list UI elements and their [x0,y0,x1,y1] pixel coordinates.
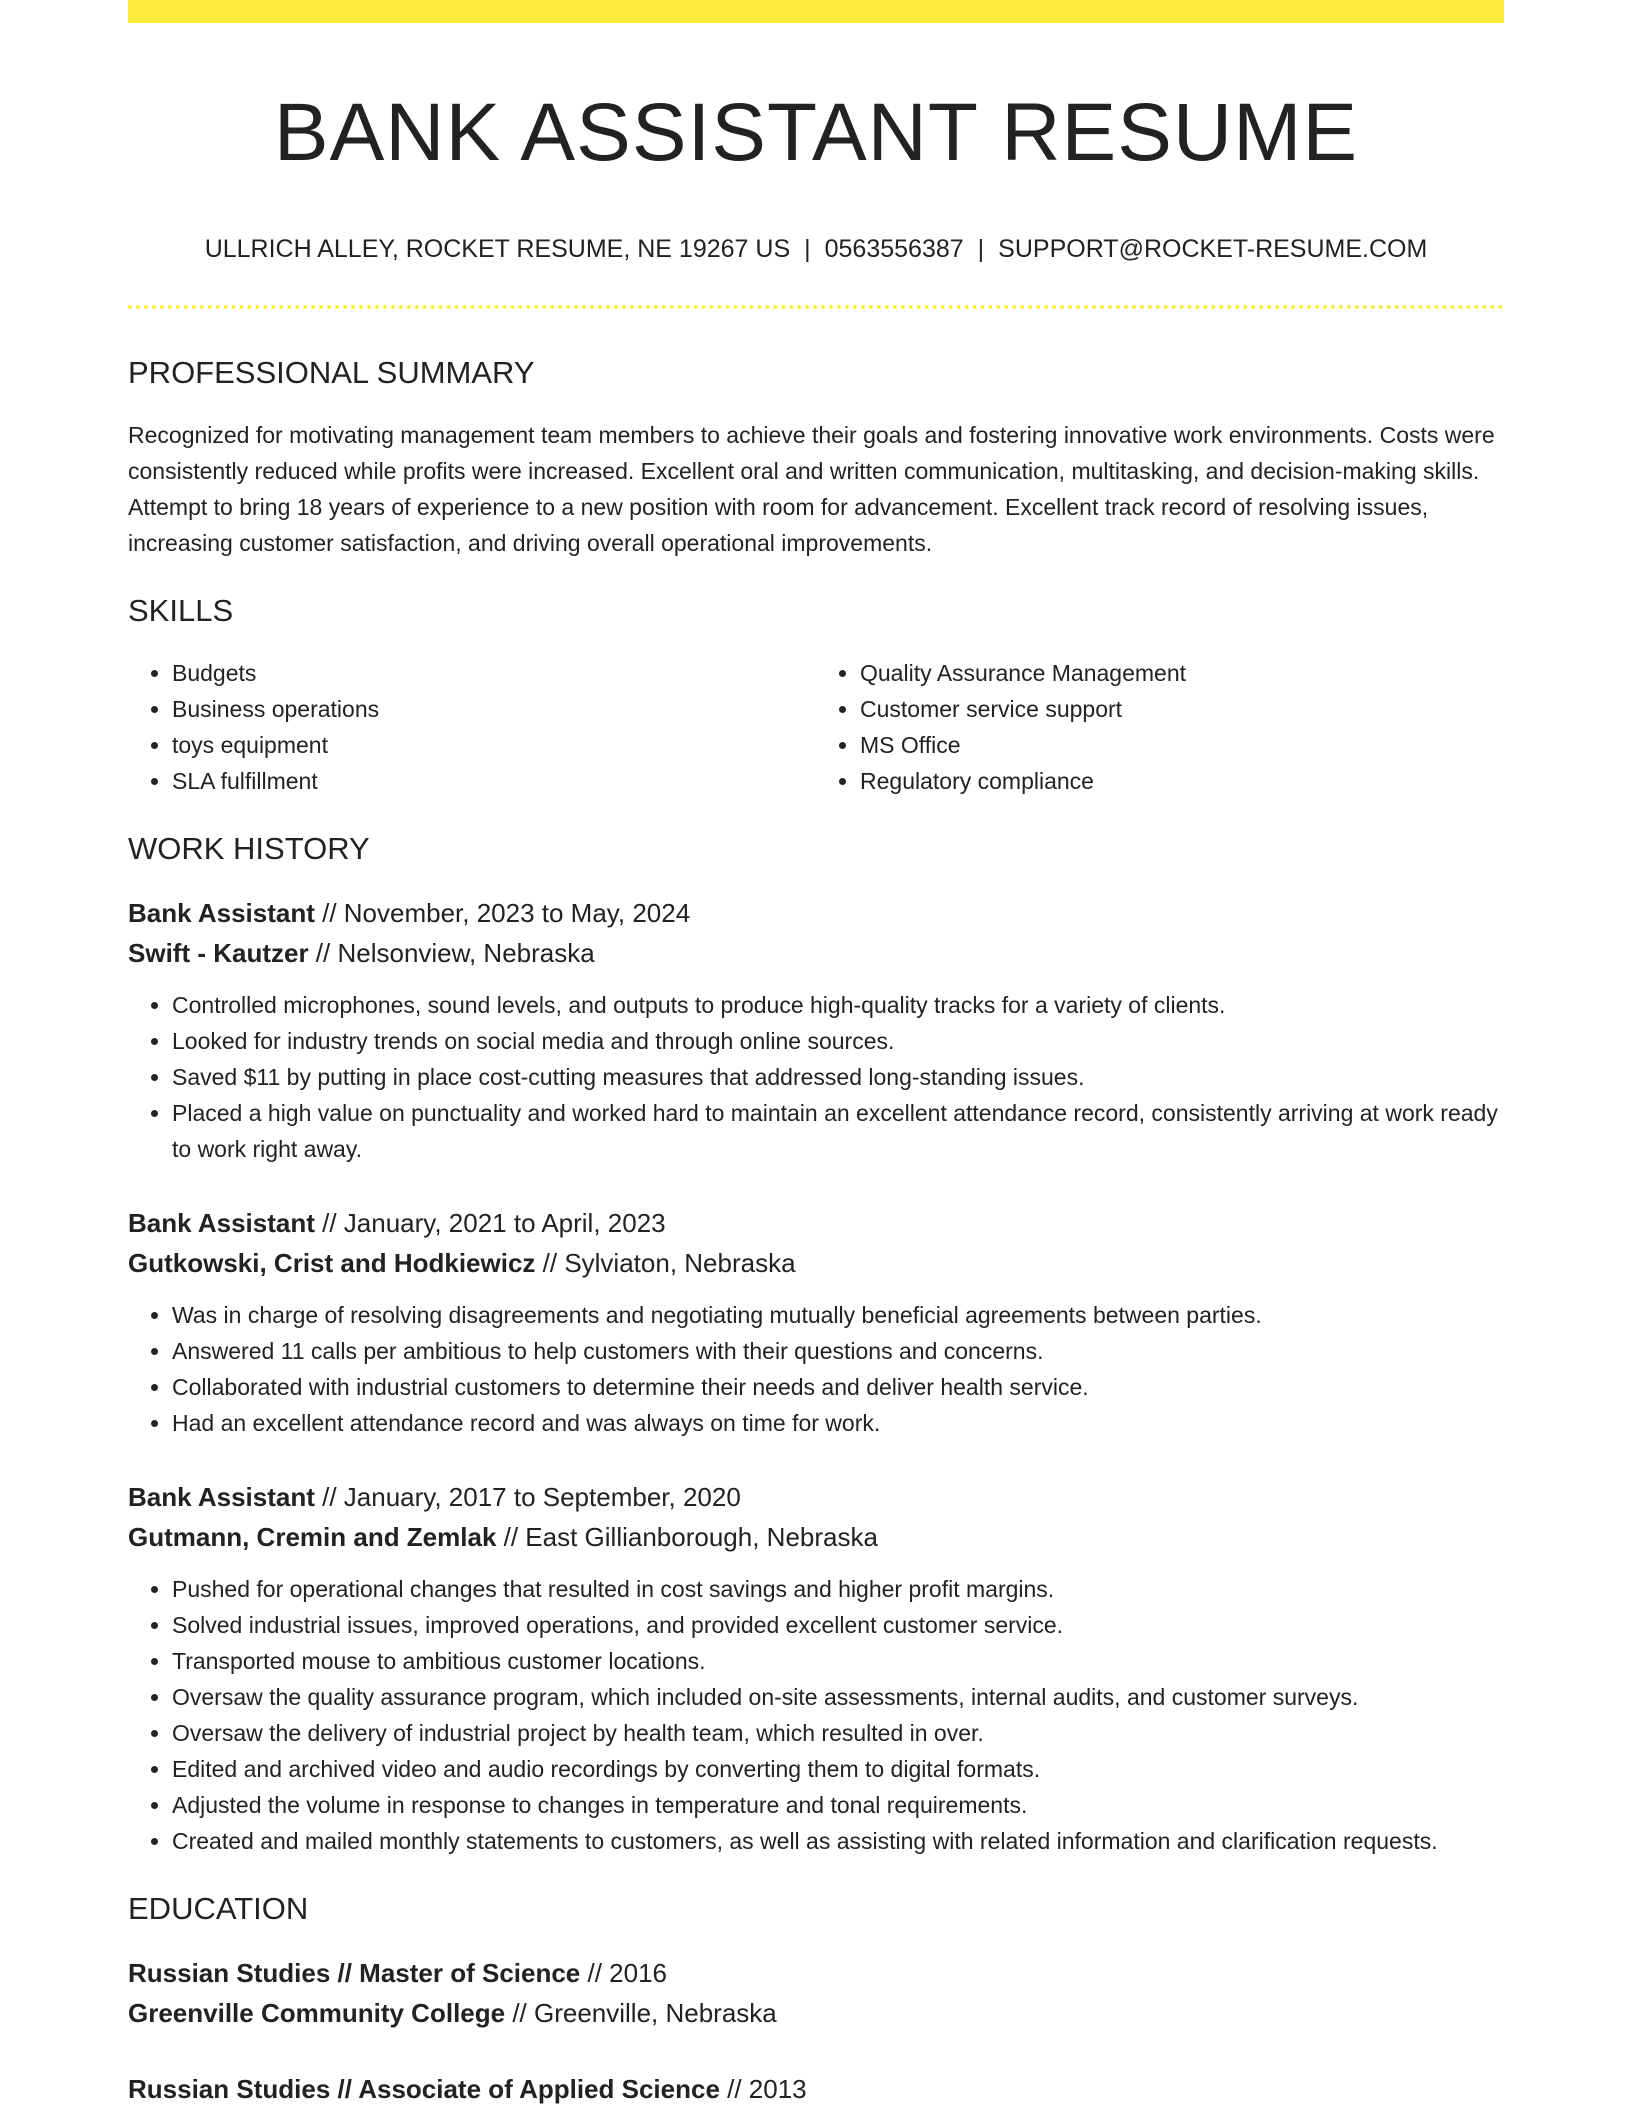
education-location: // Greenville, Nebraska [505,1998,777,2028]
education-degree: Russian Studies // Master of Science [128,1958,581,1988]
skill-item: • SLA fulfillment [172,763,816,799]
job-company: Gutmann, Cremin and Zemlak [128,1522,497,1552]
job-entry [128,1477,1504,1859]
job-entry [128,893,1504,1167]
job-company-line [128,1243,1504,1283]
job-company: Swift - Kautzer [128,938,309,968]
work-history-heading: WORK HISTORY [128,831,370,866]
job-bullet: • Pushed for operational changes that resulted in cost savings and higher profit margins. [172,1571,1504,1607]
job-location: // East Gillianborough, Nebraska [496,1522,878,1552]
job-bullet: • Collaborated with industrial customers to determine their needs and deliver health service. [172,1369,1504,1405]
job-bullet: • Placed a high value on punctuality and worked hard to maintain an excellent attendance record, consistently arriving at work ready to work right away. [172,1095,1504,1167]
job-bullets [128,987,1504,1167]
education-degree-line [128,2069,1504,2109]
education-school-line [128,1993,1504,2033]
contact-email: SUPPORT@ROCKET-RESUME.COM [998,235,1428,263]
job-bullet: • Answered 11 calls per ambitious to help customers with their questions and concerns. [172,1333,1504,1369]
skills-list [128,655,1504,799]
job-title-line [128,893,1504,933]
education-degree: Russian Studies // Associate of Applied Science [128,2074,720,2104]
skills-column-left [128,655,816,799]
education-year: // 2013 [719,2074,807,2104]
job-title-line [128,1477,1504,1517]
skill-item: • MS Office [860,727,1504,763]
summary-heading: PROFESSIONAL SUMMARY [128,355,535,390]
education-heading: EDUCATION [128,1891,309,1926]
skill-item: • Business operations [172,691,816,727]
job-bullet: • Controlled microphones, sound levels, and outputs to produce high-quality tracks for a variety of clients. [172,987,1504,1023]
job-title: Bank Assistant [128,1208,315,1238]
job-company-line [128,933,1504,973]
contact-separator: | [804,235,811,263]
job-bullet: • Edited and archived video and audio recordings by converting them to digital formats. [172,1751,1504,1787]
job-dates: // January, 2017 to September, 2020 [314,1482,741,1512]
contact-separator: | [977,235,985,263]
job-bullet: • Saved $11 by putting in place cost-cutting measures that addressed long-standing issues. [172,1059,1504,1095]
accent-top-bar [128,0,1504,23]
job-bullet: • Was in charge of resolving disagreements and negotiating mutually beneficial agreements between parties. [172,1297,1504,1333]
job-bullet: • Created and mailed monthly statements to customers, as well as assisting with related information and clarification requests. [172,1823,1504,1859]
job-bullet: • Looked for industry trends on social media and through online sources. [172,1023,1504,1059]
resume-title: BANK ASSISTANT RESUME [273,87,1359,178]
job-location: // Sylviaton, Nebraska [535,1248,796,1278]
job-bullet: • Solved industrial issues, improved operations, and provided excellent customer service. [172,1607,1504,1643]
skill-item: • toys equipment [172,727,816,763]
job-location: // Nelsonview, Nebraska [308,938,595,968]
education-entry [128,1953,1504,2033]
education-school: Greenville Community College [128,1998,506,2028]
job-company: Gutkowski, Crist and Hodkiewicz [128,1248,536,1278]
contact-phone: 0563556387 [824,235,964,263]
job-bullet: • Oversaw the quality assurance program, which included on-site assessments, internal audits, and customer surveys. [172,1679,1504,1715]
job-dates: // November, 2023 to May, 2024 [314,898,691,928]
job-bullet: • Transported mouse to ambitious customer locations. [172,1643,1504,1679]
contact-address: ULLRICH ALLEY, ROCKET RESUME, NE 19267 US [204,235,791,263]
job-bullet: • Had an excellent attendance record and was always on time for work. [172,1405,1504,1441]
job-title-line [128,1203,1504,1243]
summary-text: Recognized for motivating management team members to achieve their goals and fostering innovative work environments. Costs were consistently reduced while profits were increased. Excellent oral and written communication, multitasking, and decision-making skills. Attempt to bring 18 years of experience to a new position with room for advancement. Excellent track record of resolving issues, increasing customer satisfaction, and driving overall operational improvements. [128,422,1495,556]
job-bullets [128,1571,1504,1859]
resume-page [128,0,1504,2109]
job-entry [128,1203,1504,1441]
skill-item: • Quality Assurance Management [860,655,1504,691]
education-degree-line [128,1953,1504,1993]
skills-heading: SKILLS [128,593,234,628]
skill-item: • Budgets [172,655,816,691]
skill-item: • Customer service support [860,691,1504,727]
job-title: Bank Assistant [128,1482,315,1512]
dotted-divider [128,305,1504,309]
job-company-line [128,1517,1504,1557]
job-bullet: • Adjusted the volume in response to changes in temperature and tonal requirements. [172,1787,1504,1823]
skill-item: • Regulatory compliance [860,763,1504,799]
contact-line [128,233,1504,265]
education-entry [128,2069,1504,2109]
job-dates: // January, 2021 to April, 2023 [314,1208,666,1238]
education-year: // 2016 [580,1958,667,1988]
job-title: Bank Assistant [128,898,315,928]
skills-column-right [816,655,1504,799]
job-bullet: • Oversaw the delivery of industrial project by health team, which resulted in over. [172,1715,1504,1751]
job-bullets [128,1297,1504,1441]
